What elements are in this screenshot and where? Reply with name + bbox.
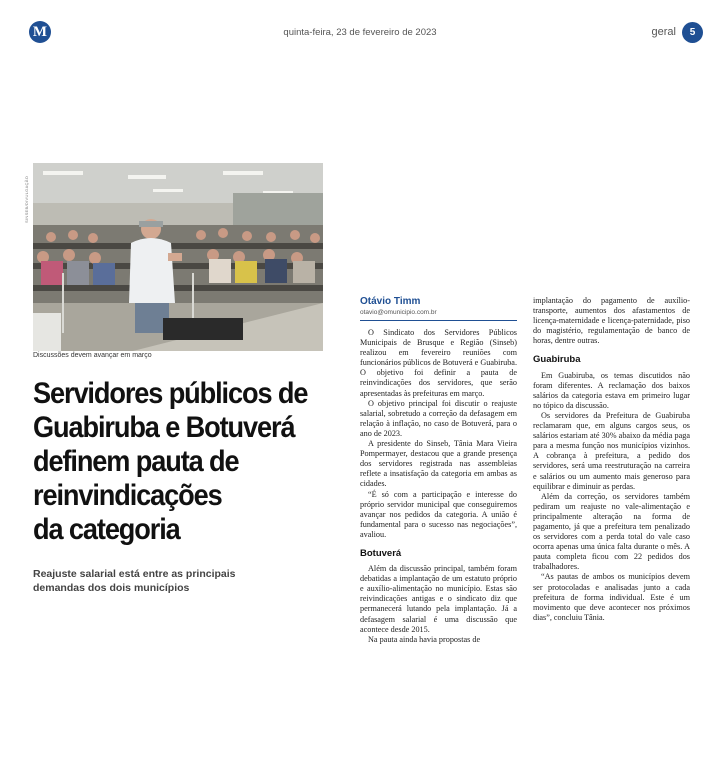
headline-line: Servidores públicos de — [33, 377, 308, 410]
subheadline: Reajuste salarial está entre as principais demandas dos dois municípios — [33, 568, 236, 594]
section-label: geral — [651, 26, 676, 38]
newspaper-logo: M — [29, 21, 51, 43]
author-name: Otávio Timm — [360, 296, 421, 307]
headline-line: Guabiruba e Botuverá — [33, 411, 295, 444]
headline-line: da categoria — [33, 513, 180, 546]
author-divider — [360, 320, 517, 321]
headline-line: reinvindicações — [33, 479, 222, 512]
body-paragraph: “As pautas de ambos os municípios devem ser protocoladas e analisadas junto a cada prefeitura de forma individual. Este é um movimento que deve acontecer nos próximos dias”, concluiu Tânia. — [533, 572, 690, 622]
body-paragraph: “É só com a participação e interesse do próprio servidor municipal que conseguiremos avançar nos pedidos da categoria. A união é fundamental para o sucesso nas negociações”, avaliou. — [360, 489, 517, 539]
article-column-2 — [533, 296, 690, 623]
body-paragraph: O Sindicato dos Servidores Públicos Municipais de Brusque e Região (Sinseb) realizou em fevereiro reuniões com funcionários públicos de Botuverá e Guabiruba. O objetivo foi definir a pauta de reinvindicações dos servidores, que serão apresentadas às prefeituras em março. — [360, 328, 517, 398]
body-paragraph: O objetivo principal foi discutir o reajuste salarial, sobretudo a correção da defasagem em relação à inflação, no caso de Botuverá, para o ano de 2023. — [360, 398, 517, 438]
issue-date: quinta-feira, 23 de fevereiro de 2023 — [283, 27, 437, 38]
author-email: otavio@omunicipio.com.br — [360, 309, 437, 316]
body-paragraph: Além da discussão principal, também foram debatidas a implantação de um estatuto próprio e auxílio-alimentação no município. Estas são reivindicações antigas e o sindicato diz que permanecerá lutando pela implantação. Já a defasagem salarial é uma discussão que acontece desde 2015. — [360, 564, 517, 634]
article-photo — [33, 163, 323, 351]
headline-line: definem pauta de — [33, 445, 239, 478]
photo-credit: SINSEB/DIVULGAÇÃO — [24, 175, 29, 223]
body-paragraph: Na pauta ainda havia propostas de — [368, 634, 481, 644]
body-paragraph: Os servidores da Prefeitura de Guabiruba reclamaram que, em alguns cargos seus, os salários estariam até 30% abaixo da média paga para a mesma função nos municípios vizinhos. A cobrança à prefeitura, a pedido dos servidores, será uma reestruturação na carreira e salários ou um aumento mais generoso para equilibrar e diminuir as perdas. — [533, 410, 690, 491]
article-column-1 — [360, 296, 517, 645]
body-paragraph: A presidente do Sinseb, Tânia Mara Vieira Pompermayer, destacou que a grande presença dos servidores registrada nas assembleias reflete a insatisfação da categoria em ambas as cidades. — [360, 439, 517, 489]
section-heading-botuvera: Botuverá — [360, 547, 402, 559]
photo-caption: Discussões devem avançar em março — [33, 352, 152, 359]
body-paragraph: Em Guabiruba, os temas discutidos não foram diferentes. A reclamação dos baixos salários da categoria estava em primeiro lugar no tópico da discussão. — [533, 370, 690, 410]
body-paragraph: implantação do pagamento de auxílio-transporte, aumentos dos afastamentos de licença-maternidade e licença-paternidade, piso do magistério, regulamentação de banco de horas, dentre outras. — [533, 296, 690, 346]
section-heading-guabiruba: Guabiruba — [533, 354, 581, 366]
page-number-badge: 5 — [682, 22, 703, 43]
headline — [33, 377, 309, 547]
body-paragraph: Além da correção, os servidores também pediram um reajuste no vale-alimentação e principalmente alteração na forma de pagamento, já que a prefeitura tem penalizado os servidores com a perda total do vale caso ocorra apenas uma única falta durante o mês. A pauta completa ficou com 22 pedidos dos trabalhadores. — [533, 491, 690, 572]
meeting-photo-illustration — [33, 163, 323, 351]
